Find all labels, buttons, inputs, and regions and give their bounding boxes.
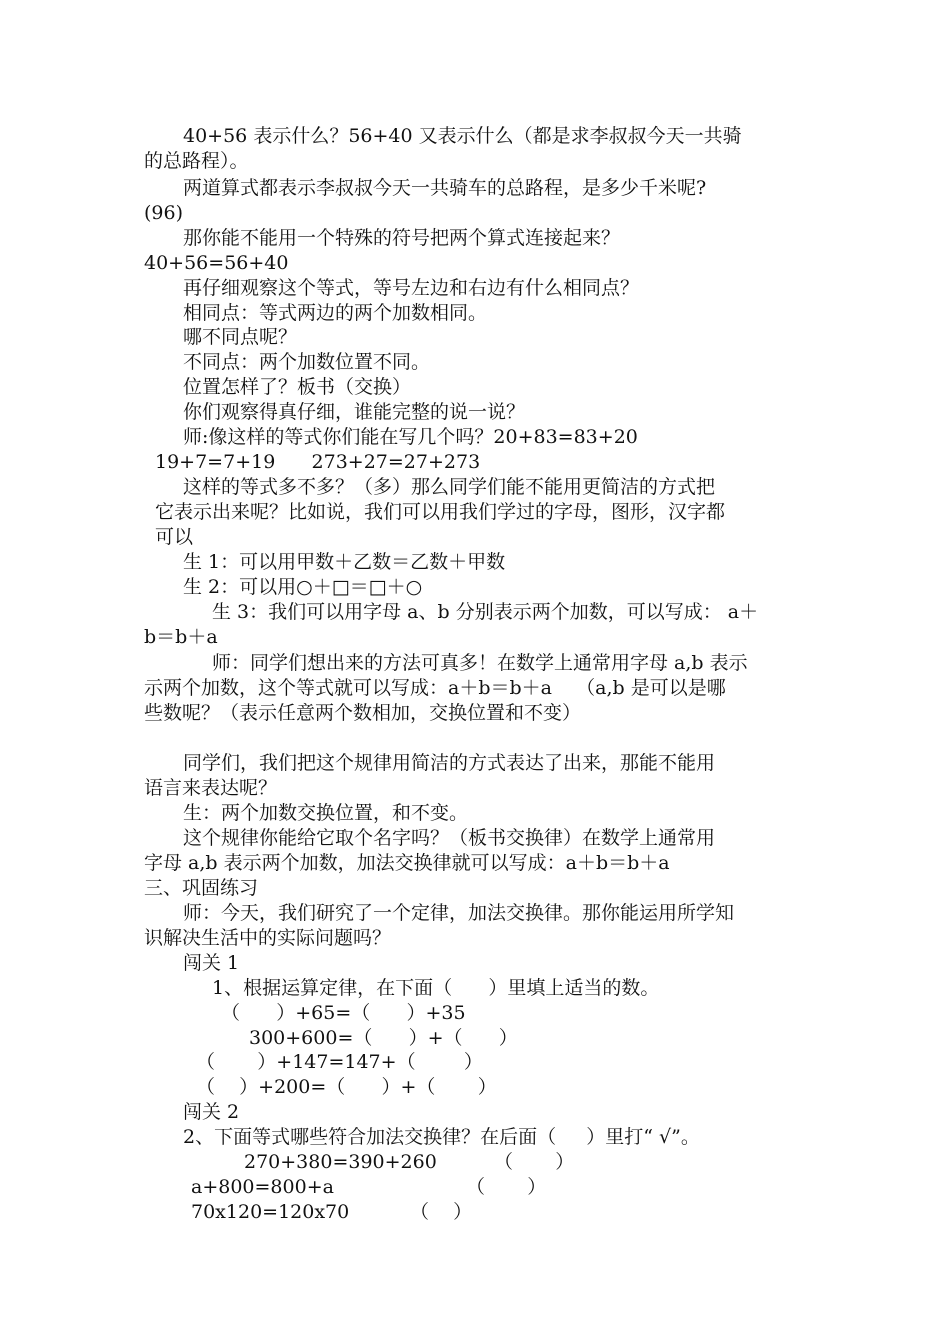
text-line: 40+56=56+40 [144,252,289,274]
text-line: 生 1：可以用甲数＋乙数＝乙数＋甲数 [183,551,506,573]
text-line: 师:像这样的等式你们能在写几个吗？20+83=83+20 [183,426,638,448]
text-line: 同学们，我们把这个规律用简洁的方式表达了出来，那能不能用 [183,752,716,774]
text-line: 那你能不能用一个特殊的符号把两个算式连接起来？ [183,227,621,249]
text-line: 生：两个加数交换位置，和不变。 [183,802,469,824]
text-line: 你们观察得真仔细，谁能完整的说一说？ [183,401,526,423]
text-line: 两道算式都表示李叔叔今天一共骑车的总路程，是多少千米呢? [183,177,707,199]
equation-item: 70x120=120x70 [191,1201,350,1223]
text-line: 可以 [155,526,194,548]
text-line: 字母 a,b 表示两个加数，加法交换律就可以写成：a＋b＝b＋a [144,852,670,874]
question-text: 2、下面等式哪些符合加法交换律？在后面（ ）里打“ √”。 [183,1126,700,1148]
answer-blank: （ ） [466,1176,547,1198]
exercise-line: （ ）+147=147+（ ） [196,1051,483,1073]
text-line: 师：同学们想出来的方法可真多！在数学上通常用字母 a,b 表示 [212,652,748,674]
text-line: 哪不同点呢？ [183,326,298,348]
text-line: 示两个加数，这个等式就可以写成：a＋b＝b＋a （a,b 是可以是哪 [144,677,726,699]
text-line: 的总路程）。 [144,150,249,172]
text-line: 这个规律你能给它取个名字吗？（板书交换律）在数学上通常用 [183,827,716,849]
text-line: 位置怎样了？板书（交换） [183,376,412,398]
text-line: 40+56 表示什么？56+40 又表示什么（都是求李叔叔今天一共骑 [183,125,742,147]
answer-blank: （ ） [494,1151,575,1173]
text-line: 相同点：等式两边的两个加数相同。 [183,302,488,324]
question-text: 1、根据运算定律，在下面（ ）里填上适当的数。 [212,977,660,999]
exercise-line: （ ）+200=（ ）+（ ） [196,1076,497,1098]
text-line: b＝b＋a [144,626,218,648]
text-line: 生 3：我们可以用字母 a、b 分别表示两个加数，可以写成： a＋ [212,601,759,623]
text-line: 师：今天，我们研究了一个定律，加法交换律。那你能运用所学知 [183,902,735,924]
text-line: 它表示出来呢？比如说，我们可以用我们学过的字母，图形，汉字都 [155,501,726,523]
exercise-line: 300+600=（ ）+（ ） [249,1027,518,1049]
text-line: (96) [144,202,184,224]
exercise-line: （ ）+65=（ ）+35 [221,1002,466,1024]
equation-item: a+800=800+a [191,1176,334,1198]
text-line: 19+7=7+19 273+27=27+273 [155,451,481,473]
text-line: 不同点：两个加数位置不同。 [183,351,431,373]
text-line: 识解决生活中的实际问题吗？ [144,927,392,949]
text-line: 再仔细观察这个等式，等号左边和右边有什么相同点？ [183,277,640,299]
text-line: 生 2：可以用○＋□＝□＋○ [183,576,423,598]
level-heading: 闯关 2 [183,1101,240,1123]
text-line: 这样的等式多不多？（多）那么同学们能不能用更简洁的方式把 [183,476,716,498]
level-heading: 闯关 1 [183,952,240,974]
answer-blank: （ ） [410,1201,473,1223]
text-line: 语言来表达呢？ [144,777,278,799]
equation-item: 270+380=390+260 [244,1151,437,1173]
section-heading: 三、巩固练习 [144,877,259,899]
text-line: 些数呢？（表示任意两个数相加，交换位置和不变） [144,702,582,724]
